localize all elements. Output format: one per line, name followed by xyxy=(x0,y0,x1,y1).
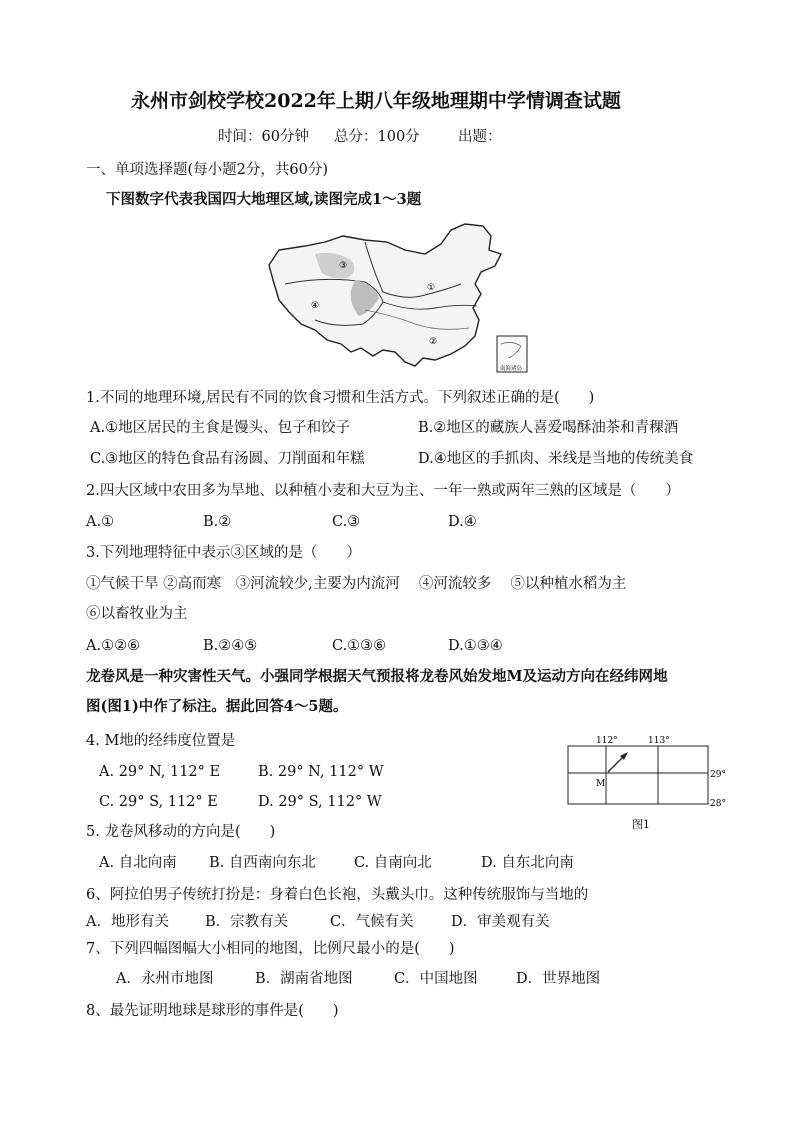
q7-option-b: B．湖南省地图 xyxy=(255,971,353,987)
q4-option-d: D. 29° S, 112° W xyxy=(258,794,382,810)
q6-stem: 6、阿拉伯男子传统打扮是：身着白色长袍，头戴头巾。这种传统服饰与当地的 xyxy=(86,887,589,903)
q2-option-b: B.② xyxy=(203,514,232,530)
graticule-frame xyxy=(568,746,708,804)
q1-option-b: B.②地区的藏族人喜爱喝酥油茶和青稞酒 xyxy=(418,420,679,436)
label-lat-29: 29° xyxy=(710,770,726,780)
label-lat-28: 28° xyxy=(710,799,726,809)
region-label-1: ① xyxy=(427,283,436,293)
q3-option-c: C.①③⑥ xyxy=(332,638,387,654)
q2-option-d: D.④ xyxy=(448,514,477,530)
q7-option-c: C．中国地图 xyxy=(394,971,478,987)
label-lon-112: 112° xyxy=(596,736,618,746)
q1-option-d: D.④地区的手抓肉、米线是当地的传统美食 xyxy=(418,451,694,467)
q7-stem: 7、下列四幅图幅大小相同的地图，比例尺最小的是( ) xyxy=(86,941,455,957)
china-regions-map xyxy=(255,220,535,375)
q7-option-a: A．永州市地图 xyxy=(116,971,214,987)
section-heading: 一、单项选择题(每小题2分，共60分) xyxy=(86,162,328,178)
q8-stem: 8、最先证明地球是球形的事件是( ) xyxy=(86,1003,339,1019)
q2-option-c: C.③ xyxy=(332,514,361,530)
region-label-2: ② xyxy=(429,337,438,347)
q4-option-a: A. 29° N, 112° E xyxy=(99,764,221,780)
tornado-intro-line2: 图(图1)中作了标注。据此回答4～5题。 xyxy=(86,698,348,715)
q3-features-line2: ⑥以畜牧业为主 xyxy=(86,606,188,622)
map-intro: 下图数字代表我国四大地理区域,读图完成1～3题 xyxy=(106,191,422,208)
q1-option-a: A.①地区居民的主食是馒头、包子和饺子 xyxy=(90,420,351,436)
q3-features-line1: ①气候干旱 ②高而寒 ③河流较少,主要为内流河 ④河流较多 ⑤以种植水稻为主 xyxy=(86,576,627,592)
china-outline xyxy=(269,224,501,366)
inset-label: 南海诸岛 xyxy=(500,366,523,372)
q6-option-d: D．审美观有关 xyxy=(451,914,550,930)
exam-author: 出题： xyxy=(458,129,502,145)
figure-1-graticule xyxy=(558,730,738,834)
label-lon-113: 113° xyxy=(648,736,670,746)
point-m-label: M xyxy=(596,779,606,789)
q3-option-a: A.①②⑥ xyxy=(86,638,141,654)
q1-option-c: C.③地区的特色食品有汤圆、刀削面和年糕 xyxy=(90,451,365,467)
q4-stem: 4. M地的经纬度位置是 xyxy=(86,733,236,749)
q3-stem: 3.下列地理特征中表示③区域的是（ ） xyxy=(86,545,361,561)
q5-option-b: B. 自西南向东北 xyxy=(209,855,316,871)
exam-total-score: 总分：100分 xyxy=(334,129,420,145)
q3-option-b: B.②④⑤ xyxy=(203,638,258,654)
exam-time: 时间：60分钟 xyxy=(218,129,309,145)
q4-option-b: B. 29° N, 112° W xyxy=(258,764,384,780)
region-label-4: ④ xyxy=(311,301,320,311)
q6-option-b: B．宗教有关 xyxy=(205,914,289,930)
q5-option-a: A. 自北向南 xyxy=(99,855,177,871)
region-label-3: ③ xyxy=(339,261,348,271)
tornado-intro-line1: 龙卷风是一种灾害性天气。小强同学根据天气预报将龙卷风始发地M及运动方向在经纬网地 xyxy=(86,668,668,685)
q5-option-d: D. 自东北向南 xyxy=(481,855,574,871)
q2-stem: 2.四大区域中农田多为旱地、以种植小麦和大豆为主、一年一熟或两年三熟的区域是（ ） xyxy=(86,483,680,499)
q4-option-c: C. 29° S, 112° E xyxy=(99,794,218,810)
q2-option-a: A.① xyxy=(86,514,115,530)
q7-option-d: D．世界地图 xyxy=(516,971,601,987)
q3-option-d: D.①③④ xyxy=(448,638,503,654)
q6-option-c: C．气候有关 xyxy=(330,914,414,930)
q5-stem: 5. 龙卷风移动的方向是( ) xyxy=(86,824,276,840)
exam-title: 永州市剑校学校2022年上期八年级地理期中学情调查试题 xyxy=(131,90,621,112)
q1-stem: 1.不同的地理环境,居民有不同的饮食习惯和生活方式。下列叙述正确的是( ) xyxy=(86,390,595,406)
figure-1-caption: 图1 xyxy=(632,818,650,831)
q6-option-a: A．地形有关 xyxy=(86,914,169,930)
q5-option-c: C. 自南向北 xyxy=(354,855,432,871)
